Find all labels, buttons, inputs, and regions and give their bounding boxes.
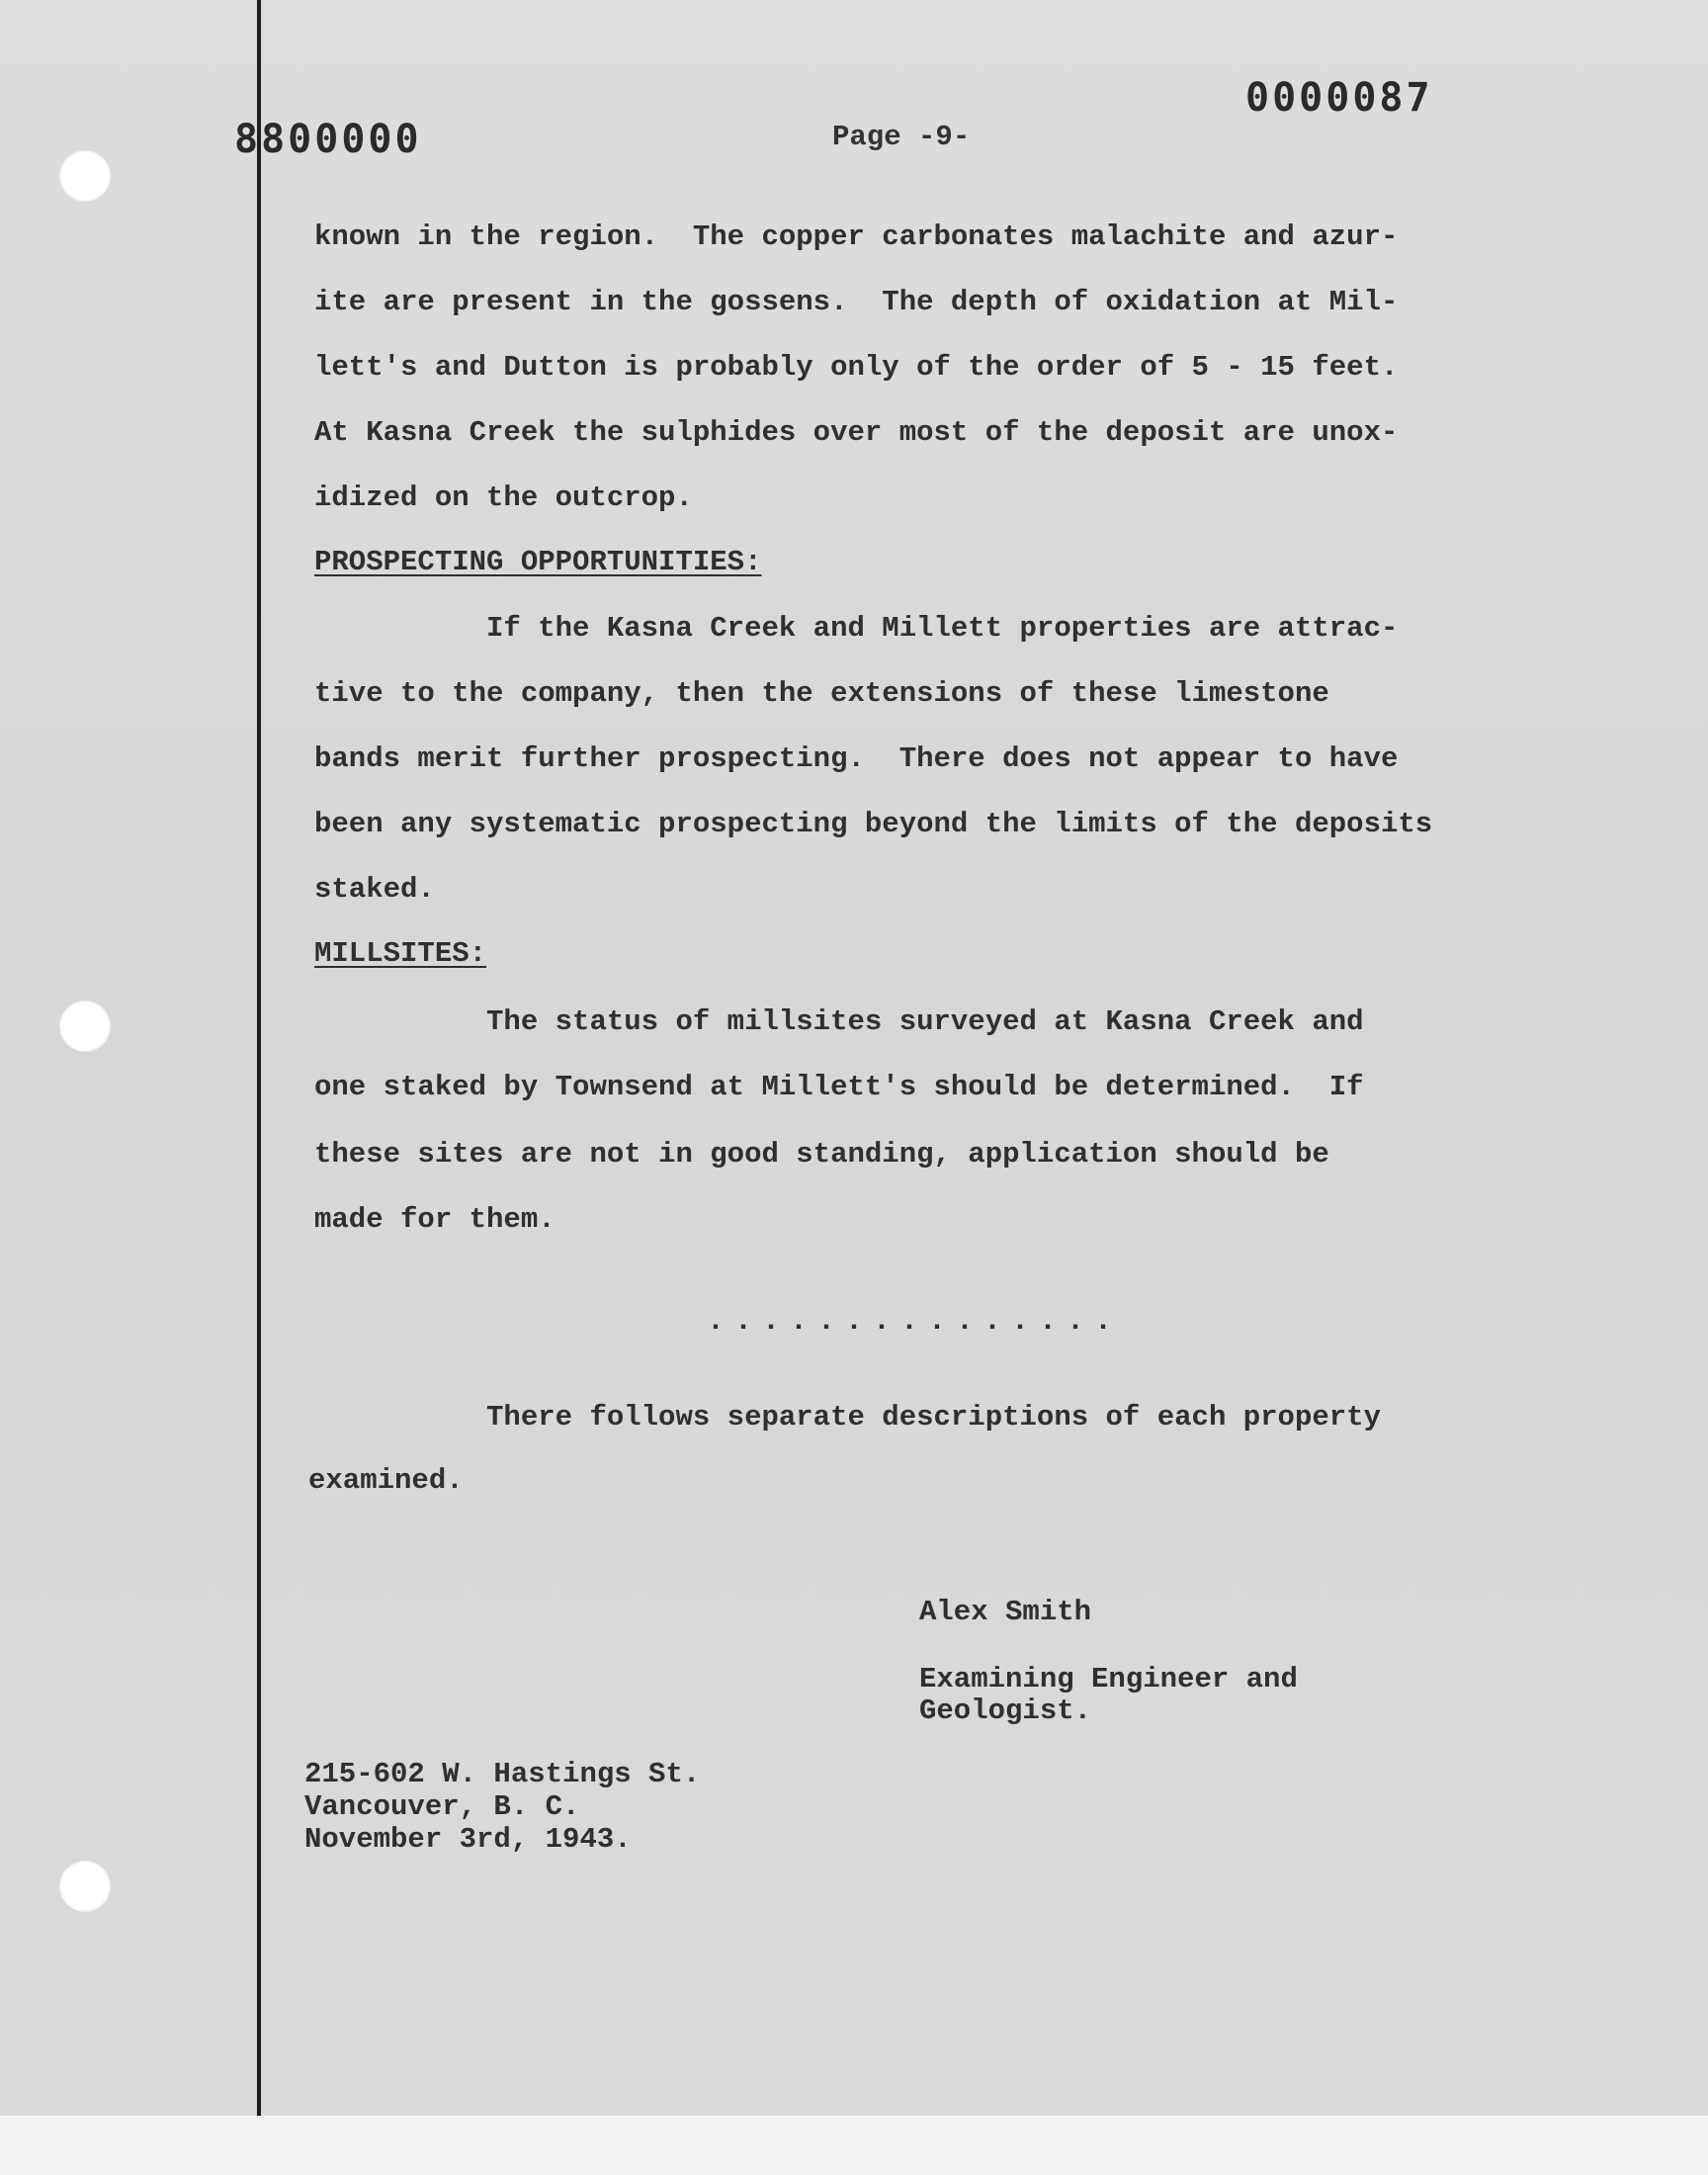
text-line: If the Kasna Creek and Millett properties are attrac- — [314, 612, 1399, 645]
section-heading-millsites: MILLSITES: — [314, 937, 487, 970]
section-heading-prospecting: PROSPECTING OPPORTUNITIES: — [314, 546, 762, 578]
document-number-right: 0000087 — [1245, 75, 1433, 121]
text-line: bands merit further prospecting. There does not appear to have — [314, 742, 1399, 775]
page-bottom-edge — [0, 2116, 1708, 2175]
text-line: ite are present in the gossens. The depth of oxidation at Mil- — [314, 286, 1399, 318]
section-separator: ............... — [707, 1305, 1123, 1339]
binder-hole-top — [59, 150, 111, 202]
address-city: Vancouver, B. C. — [304, 1790, 580, 1823]
text-line: At Kasna Creek the sulphides over most of the deposit are unox- — [314, 416, 1399, 449]
text-line: There follows separate descriptions of each property — [314, 1401, 1381, 1434]
text-line: lett's and Dutton is probably only of the order of 5 - 15 feet. — [314, 351, 1399, 384]
text-line: known in the region. The copper carbonates malachite and azur- — [314, 220, 1399, 253]
signature-title-line1: Examining Engineer and — [919, 1663, 1298, 1696]
address-date: November 3rd, 1943. — [304, 1823, 632, 1856]
address-street: 215-602 W. Hastings St. — [304, 1758, 701, 1790]
binder-hole-middle — [59, 1000, 111, 1052]
page-number: Page -9- — [832, 121, 971, 153]
text-line: idized on the outcrop. — [314, 481, 693, 514]
text-line: examined. — [308, 1464, 464, 1497]
text-line: made for them. — [314, 1203, 555, 1236]
text-line: one staked by Townsend at Millett's should be determined. If — [314, 1071, 1364, 1103]
document-number-left: 8800000 — [234, 117, 422, 162]
binder-hole-bottom — [59, 1861, 111, 1912]
text-line: these sites are not in good standing, application should be — [314, 1138, 1329, 1171]
text-line: been any systematic prospecting beyond the limits of the deposits — [314, 808, 1433, 840]
signature-name: Alex Smith — [919, 1596, 1092, 1628]
signature-title-line2: Geologist. — [919, 1695, 1092, 1727]
margin-rule — [257, 0, 261, 2165]
text-line: staked. — [314, 873, 435, 906]
text-line: tive to the company, then the extensions of these limestone — [314, 677, 1329, 710]
text-line: The status of millsites surveyed at Kasna Creek and — [314, 1005, 1364, 1038]
